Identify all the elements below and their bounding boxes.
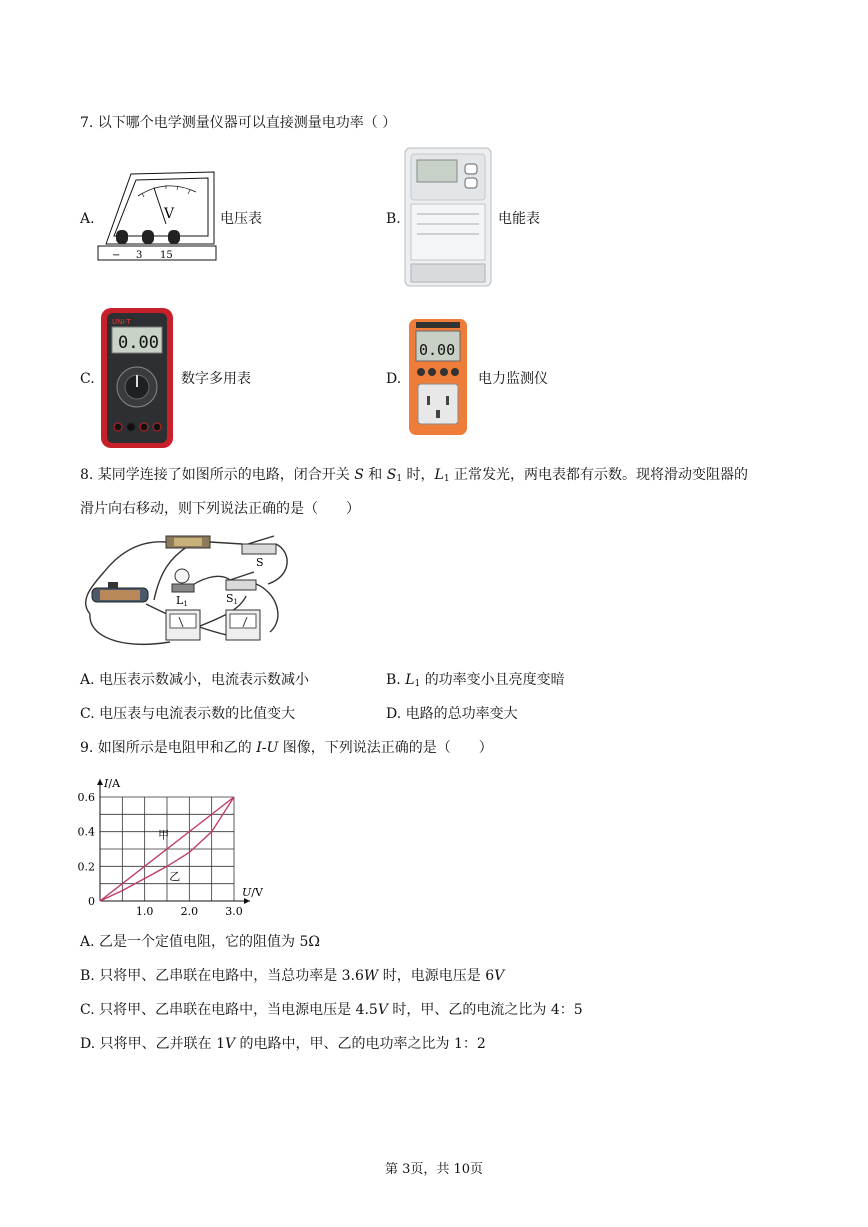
y-axis-label: I/A <box>104 777 121 790</box>
q9-option-d[interactable]: D. 只将甲、乙并联在 1V 的电路中，甲、乙的电功率之比为 1：2 <box>80 1036 486 1052</box>
q7-option-b-letter[interactable]: B. <box>386 211 401 227</box>
q9-option-c[interactable]: C. 只将甲、乙串联在电路中，当电源电压是 4.5V 时，甲、乙的电流之比为 4：5 <box>80 1002 583 1018</box>
series-label-yi: 乙 <box>169 870 181 884</box>
switch-s1-label: S1 <box>226 592 239 606</box>
q9-option-a[interactable]: A. 乙是一个定值电阻，它的阻值为 5Ω <box>80 934 320 950</box>
q8-stem-line2: 滑片向右移动，则下列说法正确的是（ ） <box>80 501 360 517</box>
terminal-3-label: 3 <box>136 250 143 261</box>
x-tick-label: 2.0 <box>180 905 199 918</box>
switch-s-label: S <box>256 556 264 569</box>
y-tick-label: 0.6 <box>77 791 95 804</box>
terminal-minus-label: − <box>112 250 121 261</box>
lamp-l1-label: L1 <box>176 594 188 608</box>
q7-option-a-letter[interactable]: A. <box>80 211 95 227</box>
origin-label: 0 <box>88 895 95 908</box>
y-tick-label: 0.4 <box>77 825 95 839</box>
q7-option-b-label: 电能表 <box>498 211 540 227</box>
multimeter-display: 0.00 <box>118 333 159 353</box>
q7-option-c-letter[interactable]: C. <box>80 371 95 387</box>
q7-option-c-label: 数字多用表 <box>181 371 251 387</box>
electricity-meter-icon <box>403 146 493 288</box>
q8-stem-line1: 8. 某同学连接了如图所示的电路，闭合开关 S 和 $S_1$ 时，$L_1$ 正常发光，两电表都有示数。现将滑动变阻器的 <box>80 467 749 484</box>
terminal-15-label: 15 <box>160 250 173 261</box>
digital-multimeter-icon <box>100 307 174 449</box>
page-footer: 第 3页，共 10页 <box>384 1162 484 1177</box>
q7-option-a-label: 电压表 <box>220 211 262 227</box>
series-label-jia: 甲 <box>158 828 170 842</box>
x-tick-label: 3.0 <box>225 905 243 918</box>
multimeter-brand: UNI-T <box>112 318 131 326</box>
q8-option-a[interactable]: A. 电压表示数减小，电流表示数减小 <box>80 672 310 688</box>
voltmeter-dial-letter: V <box>164 206 175 222</box>
q9-stem: 9. 如图所示是电阻甲和乙的 I-U 图像，下列说法正确的是（ ） <box>80 740 493 756</box>
q8-option-b[interactable]: B. $L_1$ 的功率变小且亮度变暗 <box>386 672 565 689</box>
q8-option-d[interactable]: D. 电路的总功率变大 <box>386 706 518 722</box>
power-monitor-icon <box>408 318 468 436</box>
q7-stem: 7. 以下哪个电学测量仪器可以直接测量电功率（ ） <box>80 115 397 131</box>
power-monitor-display: 0.00 <box>419 341 456 359</box>
q9-option-b[interactable]: B. 只将甲、乙串联在电路中，当总功率是 3.6W 时，电源电压是 6V <box>80 968 505 984</box>
q7-option-d-letter[interactable]: D. <box>386 371 402 387</box>
circuit-diagram <box>80 532 295 657</box>
voltmeter-icon <box>96 166 220 270</box>
iu-graph <box>70 768 290 918</box>
q8-option-c[interactable]: C. 电压表与电流表示数的比值变大 <box>80 706 296 722</box>
x-tick-label: 1.0 <box>135 905 154 918</box>
y-axis-arrow <box>97 779 103 785</box>
y-tick-label: 0.2 <box>77 860 95 874</box>
q7-option-d-label: 电力监测仪 <box>478 371 548 387</box>
x-axis-label: U/V <box>242 886 263 899</box>
